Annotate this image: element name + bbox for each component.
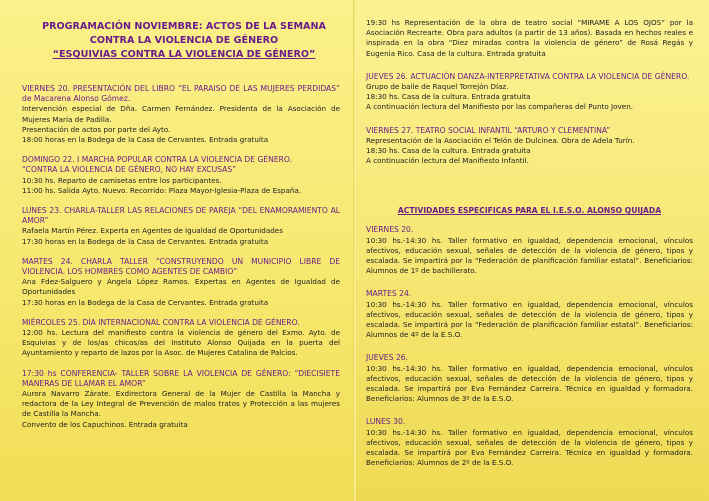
school-event-block (366, 417, 693, 468)
program-title-line-3: “ESQUIVIAS CONTRA LA VIOLENCIA DE GÉNERO” (52, 49, 316, 60)
event-line: 17:30 horas en la Bodega de la Casa de Cervantes. Entrada gratuita (22, 236, 269, 246)
school-event-block (366, 225, 693, 276)
event-block (22, 257, 340, 308)
event-heading-line: 17:30 hs CONFERENCIA- TALLER SOBRE LA VIOLENCIA DE GÉNERO: “DIECISIETE MANERAS DE LLAMAR EL AMOR” (22, 368, 340, 388)
school-event-text: 10:30 hs.-14:30 hs. Taller formativo en igualdad, dependencia emocional, vínculos afectivos, educación sexual, señales de detección de la violencia de género, tipos y escalada. Se impartirá por Eva Fernández Carreira. Técnica en igualdad y formadora. Beneficiarios: Alumnos de 2º de la E.S.O. (366, 427, 693, 468)
event-line: Representación de la Asociación el Telón de Dulcinea. Obra de Adela Turín. (366, 135, 635, 145)
school-event-block (366, 289, 693, 340)
program-title-line-2: CONTRA LA VIOLENCIA DE GÉNERO (89, 35, 279, 46)
event-line: 17:30 horas en la Bodega de la Casa de Cervantes. Entrada gratuita (22, 297, 269, 307)
event-line: A continuación lectura del Manifiesto por las compañeras del Punto Joven. (366, 102, 634, 112)
event-heading (22, 257, 340, 277)
event-line: 18:30 hs. Casa de la cultura. Entrada gratuita (366, 146, 531, 156)
event-line: Rafaela Martín Pérez. Experta en Agentes de Igualdad de Oportunidades (22, 226, 283, 236)
left-page (0, 0, 354, 501)
event-heading (22, 84, 340, 104)
event-line: 18:30 hs. Casa de la cultura. Entrada gratuita (366, 92, 531, 102)
event-line: A continuación lectura del Manifiesto Infantil. (366, 156, 529, 166)
school-event-day: LUNES 30. (366, 417, 406, 427)
event-line: 11:00 hs. Salida Ayto. Nuevo. Recorrido: Plaza Mayor-Iglesia-Plaza de España. (22, 185, 302, 195)
event-line: 12:00 hs. Lectura del manifiesto contra la violencia de género del Exmo. Ayto. de Esquivias y de los/as chicos/as del Instituto Alonso Quijada en la puerta del Ayuntamiento y reparto de lazos por la Asoc. de Mujeres Catalina de Palcios. (22, 328, 340, 358)
event-heading (22, 155, 340, 175)
event-line: Presentación de actos por parte del Ayto. (22, 124, 171, 134)
school-event-text: 10:30 hs.-14:30 hs. Taller formativo en igualdad, dependencia emocional, vínculos afectivos, educación sexual, señales de detección de la violencia de género, tipos y escalada. Se impartirá por la “Federación de planificación familiar estatal”. Beneficiarios: Alumnos de 4º de la E.S.O. (366, 299, 693, 340)
school-event-day: MARTES 24. (366, 289, 412, 299)
event-heading-line: LUNES 23. CHARLA-TALLER LAS RELACIONES DE PAREJA “DEL ENAMORAMIENTO AL AMOR” (22, 206, 340, 226)
event-line: Ana Fdez-Salguero y Ángela López Ramos. Expertas en Agentes de Igualdad de Oportunidades (22, 277, 340, 297)
event-heading-line: VIERNES 27. TEATRO SOCIAL INFANTIL “ARTURO Y CLEMENTINA” (366, 125, 611, 135)
event-line: 10:30 hs. Reparto de camisetas entre los participantes. (22, 175, 222, 185)
event-line: Convento de los Capuchinos. Entrada gratuita (22, 419, 188, 429)
event-heading (22, 318, 340, 328)
event-block (366, 126, 693, 167)
event-block (22, 84, 340, 145)
event-block (22, 155, 340, 196)
event-heading (366, 72, 693, 82)
event-heading (22, 206, 340, 226)
event-line: 18:00 horas en la Bodega de la Casa de Cervantes. Entrada gratuita (22, 135, 269, 145)
school-event-text: 10:30 hs.-14:30 hs. Taller formativo en igualdad, dependencia emocional, vínculos afectivos, educación sexual, señales de detección de la violencia de género, tipos y escalada. Se impartirá por la “Federación de planificación familiar estatal”. Beneficiarios: Alumnos de 1º de bachillerato. (366, 235, 693, 276)
right-page (356, 0, 709, 501)
event-block (22, 318, 340, 359)
school-section-title: ACTIVIDADES ESPECIFICAS PARA EL I.E.S.O. ALONSO QUIJADA (397, 206, 662, 216)
school-event-day: VIERNES 20. (366, 225, 414, 235)
school-event-block (366, 353, 693, 404)
event-block (22, 206, 340, 247)
event-heading-line: DOMINGO 22. I MARCHA POPULAR CONTRA LA VIOLENCIA DE GÉNERO. (22, 155, 293, 165)
school-event-day: JUEVES 26. (366, 353, 408, 363)
program-title-line-1: PROGRAMACIÓN NOVIEMBRE: ACTOS DE LA SEMANA (42, 21, 326, 32)
event-line: Aurora Navarro Zárate. Exdirectora General de la Mujer de Castilla la Mancha y redactora de la Ley Integral de Prevención de malos tratos y Protección a las mujeres de Castilla la Mancha. (22, 389, 340, 419)
event-heading-line: MIÉRCOLES 25. DÍA INTERNACIONAL CONTRA LA VIOLENCIA DE GÉNERO. (22, 317, 300, 327)
event-heading-line: VIERNES 20. PRESENTACIÓN DEL LIBRO “EL PARAISO DE LAS MUJERES PERDIDAS” de Macarena Alonso Gómez. (22, 84, 340, 104)
event-block (366, 72, 693, 113)
event-heading-line: JUEVES 26. ACTUACIÓN DANZA-INTERPRETATIVA CONTRA LA VIOLENCIA DE GÉNERO. (366, 71, 690, 81)
event-heading-line: “CONTRA LA VIOLENCIA DE GÉNERO, NO HAY EXCUSAS” (22, 165, 237, 175)
event-block (22, 369, 340, 430)
event-line: Intervención especial de Dña. Carmen Fernández. Presidenta de la Asociación de Mujeres María de Padilla. (22, 104, 340, 124)
event-line: Grupo de baile de Raquel Torrejón Díaz. (366, 82, 509, 92)
event-heading-line: MARTES 24. CHARLA TALLER “CONSTRUYENDO UN MUNICIPIO LIBRE DE VIOLENCIA. LOS HOMBRES COMO AGENTES DE CAMBIO” (22, 256, 340, 277)
program-title (28, 20, 340, 62)
school-event-text: 10:30 hs.-14:30 hs. Taller formativo en igualdad, dependencia emocional, vínculos afectivos, educación sexual, señales de detección de la violencia de género, tipos y escalada. Se impartirá por Eva Fernández Carreira. Técnica en igualdad y formadora. Beneficiarios: Alumnos de 3º de la E.S.O. (366, 363, 693, 404)
event-line: 19:30 hs Representación de la obra de teatro social “MIRAME A LOS OJOS” por la Asociación Recrearte. Obra para adultos (a partir de 13 años). Basada en hechos reales e inspirada en la obra “Diez miradas contra la violencia de género” de Rosá Regás y Eugenia Rico. Casa de la cultura. Entrada gratuita (366, 18, 693, 58)
event-block (366, 18, 693, 59)
event-heading (366, 126, 693, 136)
event-heading (22, 369, 340, 389)
